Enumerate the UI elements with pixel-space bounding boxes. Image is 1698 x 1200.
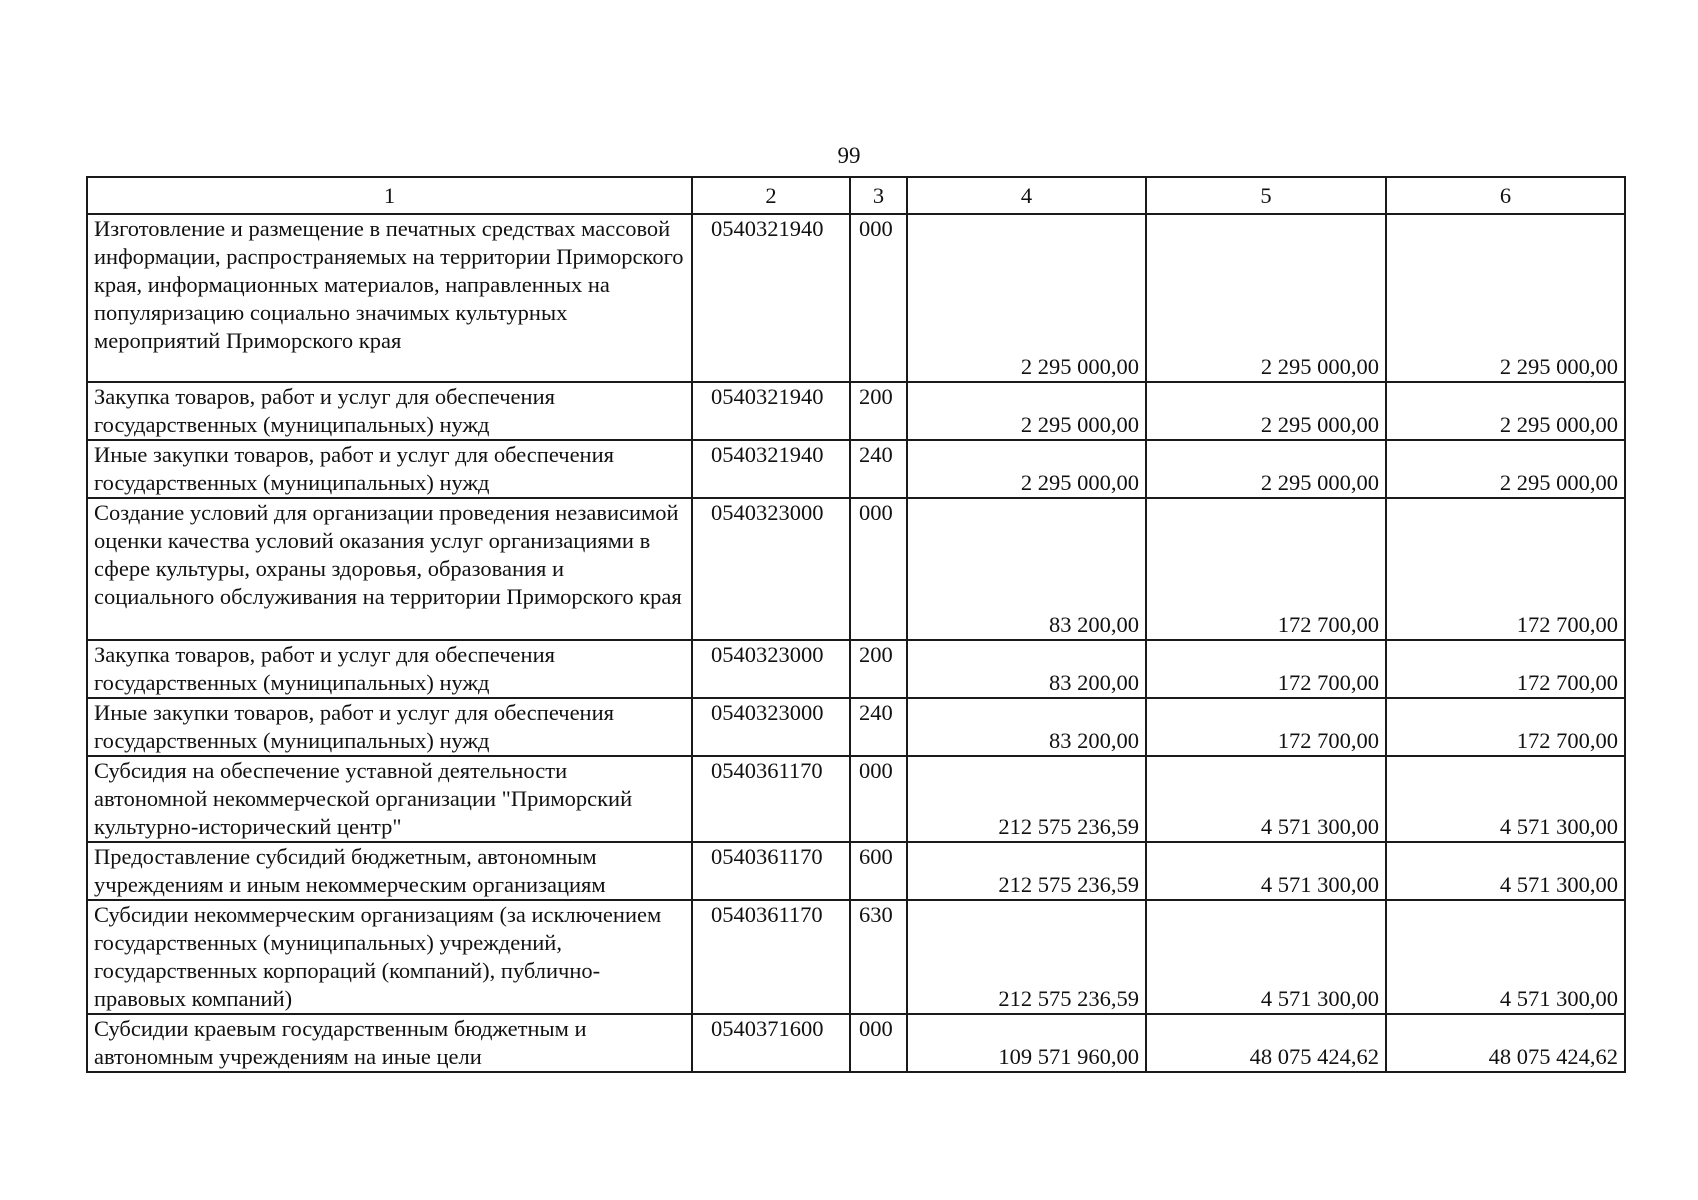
row-kind: 200: [850, 382, 907, 440]
table-row: [87, 698, 1625, 756]
row-code: 0540361170: [692, 756, 850, 842]
row-amount-4: 2 295 000,00: [907, 440, 1146, 498]
row-code: 0540371600: [692, 1014, 850, 1072]
row-amount-5: 172 700,00: [1146, 698, 1386, 756]
row-amount-6: 172 700,00: [1386, 640, 1625, 698]
row-kind: 240: [850, 440, 907, 498]
row-amount-6: 2 295 000,00: [1386, 382, 1625, 440]
column-number: 6: [1386, 177, 1625, 214]
row-amount-5: 4 571 300,00: [1146, 842, 1386, 900]
row-amount-6: 2 295 000,00: [1386, 440, 1625, 498]
table-row: [87, 900, 1625, 1014]
budget-table: [86, 176, 1626, 1073]
row-amount-4: 212 575 236,59: [907, 842, 1146, 900]
table-row: [87, 440, 1625, 498]
row-kind: 000: [850, 756, 907, 842]
table-row: [87, 1014, 1625, 1072]
row-code: 0540321940: [692, 440, 850, 498]
row-name: Субсидия на обеспечение уставной деятельности автономной некоммерческой организации "Приморский культурно-исторический центр": [87, 756, 692, 842]
row-amount-4: 83 200,00: [907, 698, 1146, 756]
row-amount-4: 2 295 000,00: [907, 214, 1146, 382]
row-kind: 200: [850, 640, 907, 698]
row-code: 0540321940: [692, 382, 850, 440]
row-amount-4: 212 575 236,59: [907, 900, 1146, 1014]
row-kind: 000: [850, 498, 907, 640]
row-amount-4: 212 575 236,59: [907, 756, 1146, 842]
row-amount-5: 172 700,00: [1146, 640, 1386, 698]
column-number: 4: [907, 177, 1146, 214]
row-name: Закупка товаров, работ и услуг для обеспечения государственных (муниципальных) нужд: [87, 640, 692, 698]
row-amount-5: 172 700,00: [1146, 498, 1386, 640]
table-row: [87, 640, 1625, 698]
row-amount-6: 2 295 000,00: [1386, 214, 1625, 382]
table-row: [87, 842, 1625, 900]
row-kind: 000: [850, 1014, 907, 1072]
column-number: 3: [850, 177, 907, 214]
row-kind: 600: [850, 842, 907, 900]
row-amount-5: 4 571 300,00: [1146, 900, 1386, 1014]
row-amount-5: 2 295 000,00: [1146, 214, 1386, 382]
row-code: 0540361170: [692, 842, 850, 900]
column-number: 2: [692, 177, 850, 214]
row-amount-4: 2 295 000,00: [907, 382, 1146, 440]
row-name: Иные закупки товаров, работ и услуг для обеспечения государственных (муниципальных) нужд: [87, 440, 692, 498]
row-amount-6: 48 075 424,62: [1386, 1014, 1625, 1072]
table-row: [87, 214, 1625, 382]
row-kind: 240: [850, 698, 907, 756]
row-amount-4: 83 200,00: [907, 498, 1146, 640]
page-number: 99: [837, 143, 861, 168]
row-name: Субсидии краевым государственным бюджетным и автономным учреждениям на иные цели: [87, 1014, 692, 1072]
row-code: 0540323000: [692, 498, 850, 640]
row-amount-6: 4 571 300,00: [1386, 842, 1625, 900]
row-code: 0540321940: [692, 214, 850, 382]
table-row: [87, 756, 1625, 842]
table-row: [87, 382, 1625, 440]
row-amount-6: 172 700,00: [1386, 698, 1625, 756]
row-name: Закупка товаров, работ и услуг для обеспечения государственных (муниципальных) нужд: [87, 382, 692, 440]
column-number: 5: [1146, 177, 1386, 214]
row-amount-6: 172 700,00: [1386, 498, 1625, 640]
column-number-row: [87, 177, 1625, 214]
row-amount-5: 4 571 300,00: [1146, 756, 1386, 842]
row-amount-4: 109 571 960,00: [907, 1014, 1146, 1072]
row-amount-5: 48 075 424,62: [1146, 1014, 1386, 1072]
row-code: 0540361170: [692, 900, 850, 1014]
row-name: Изготовление и размещение в печатных средствах массовой информации, распространяемых на территории Приморского края, информационных материалов, направленных на популяризацию социально значимых культурных мероприятий Приморского края: [87, 214, 692, 382]
row-kind: 630: [850, 900, 907, 1014]
row-code: 0540323000: [692, 698, 850, 756]
table-row: [87, 498, 1625, 640]
row-amount-5: 2 295 000,00: [1146, 382, 1386, 440]
row-amount-6: 4 571 300,00: [1386, 900, 1625, 1014]
row-amount-5: 2 295 000,00: [1146, 440, 1386, 498]
row-amount-4: 83 200,00: [907, 640, 1146, 698]
row-code: 0540323000: [692, 640, 850, 698]
row-name: Иные закупки товаров, работ и услуг для обеспечения государственных (муниципальных) нужд: [87, 698, 692, 756]
row-amount-6: 4 571 300,00: [1386, 756, 1625, 842]
row-kind: 000: [850, 214, 907, 382]
column-number: 1: [87, 177, 692, 214]
row-name: Субсидии некоммерческим организациям (за исключением государственных (муниципальных) учреждений, государственных корпораций (компаний), публично-правовых компаний): [87, 900, 692, 1014]
row-name: Создание условий для организации проведения независимой оценки качества условий оказания услуг организациями в сфере культуры, охраны здоровья, образования и социального обслуживания на территории Приморского края: [87, 498, 692, 640]
row-name: Предоставление субсидий бюджетным, автономным учреждениям и иным некоммерческим организациям: [87, 842, 692, 900]
